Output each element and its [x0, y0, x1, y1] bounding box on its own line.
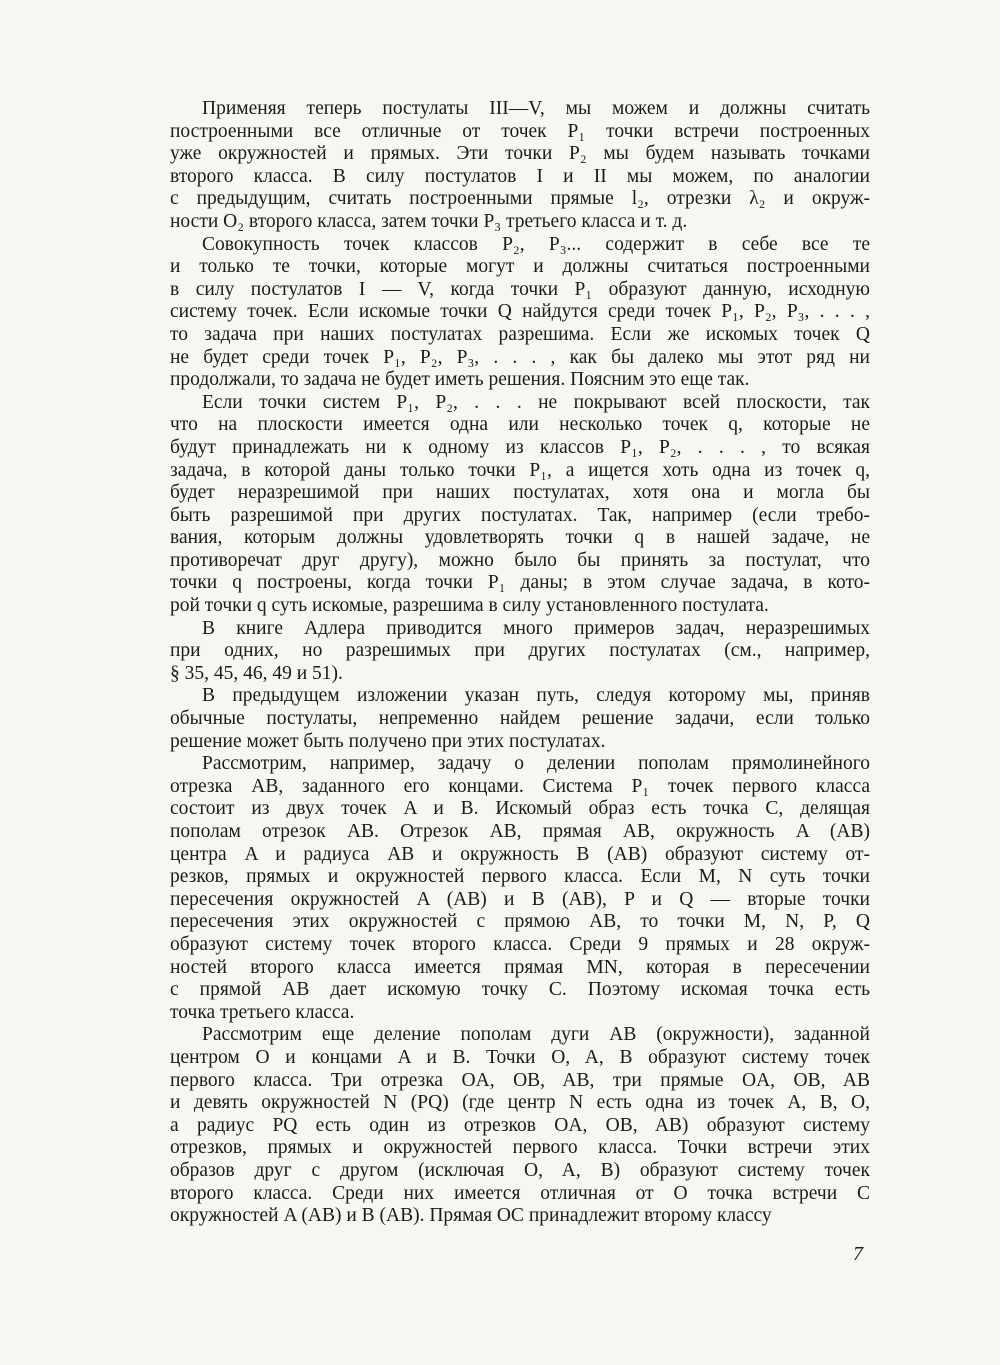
- text-line: с прямой AB дает искомую точку C. Поэтому искомая точка есть: [170, 979, 870, 1001]
- paragraph: [170, 753, 870, 1024]
- text-line: уже окружностей и прямых. Эти точки P₂ мы будем называть точками: [170, 143, 870, 165]
- paragraph: [170, 618, 870, 686]
- text-line: с предыдущим, считать построенными прямые l₂, отрезки λ₂ и окруж-: [170, 188, 870, 210]
- page-text: [170, 98, 870, 1228]
- text-line: при одних, но разрешимых при других постулатах (см., например,: [170, 640, 870, 662]
- text-line: пересечения окружностей A (AB) и B (AB), P и Q — вторые точки: [170, 888, 870, 910]
- text-line: пополам отрезок AB. Отрезок AB, прямая AB, окружность A (AB): [170, 821, 870, 842]
- text-line: Рассмотрим, например, задачу о делении пополам прямолинейного: [202, 753, 870, 775]
- text-line: решение может быть получено при этих постулатах.: [170, 730, 606, 752]
- paragraph: [170, 234, 870, 392]
- text-line: точки q построены, когда точки P₁ даны; в этом случае задача, в кото-: [170, 572, 870, 594]
- text-line: В книге Адлера приводится много примеров задач, неразрешимых: [202, 617, 870, 639]
- text-line: рой точки q суть искомые, разрешима в силу установленного постулата.: [170, 595, 769, 617]
- text-line: § 35, 45, 46, 49 и 51).: [170, 662, 343, 684]
- text-line: В предыдущем изложении указан путь, следуя которому мы, приняв: [202, 685, 870, 707]
- text-line: Если точки систем P₁, P₂, . . . не покрывают всей плоскости, так: [202, 391, 870, 413]
- text-line: окружностей A (AB) и B (AB). Прямая OC принадлежит второму классу: [170, 1205, 772, 1227]
- text-line: продолжали, то задача не будет иметь решения. Поясним это еще так.: [170, 369, 750, 391]
- text-line: точка третьего класса.: [170, 1001, 355, 1023]
- text-line: не будет среди точек P₁, P₂, P₃, . . . , как бы далеко мы этот ряд ни: [170, 346, 870, 368]
- text-line: то задача при наших постулатах разрешима. Если же искомых точек Q: [170, 323, 870, 345]
- text-line: будут принадлежать ни к одному из классов P₁, P₂, . . . , то всякая: [170, 436, 870, 458]
- text-line: задача, в которой даны только точки P₁, а ищется хоть одна из точек q,: [170, 459, 870, 481]
- text-line: обычные постулаты, непременно найдем решение задачи, если только: [170, 708, 870, 730]
- text-line: Совокупность точек классов P₂, P₃... содержит в себе все те: [202, 233, 870, 255]
- text-line: центром O и концами A и B. Точки O, A, B образуют систему точек: [170, 1046, 870, 1068]
- text-line: второго класса. В силу постулатов I и II мы можем, по аналогии: [170, 165, 870, 187]
- text-line: вания, которым должны удовлетворять точки q в нашей задаче, не: [170, 527, 870, 549]
- text-line: и девять окружностей N (PQ) (где центр N есть одна из точек A, B, O,: [170, 1092, 870, 1114]
- text-line: отрезков, прямых и окружностей первого класса. Точки встречи этих: [170, 1137, 870, 1159]
- text-line: центра A и радиуса AB и окружность B (AB) образуют систему от-: [170, 843, 870, 865]
- text-line: противоречат друг другу), можно было бы принять за постулат, что: [170, 549, 870, 571]
- text-line: Применяя теперь постулаты III—V, мы можем и должны считать: [202, 98, 870, 119]
- text-line: второго класса. Среди них имеется отличная от O точка встречи C: [170, 1182, 870, 1204]
- text-line: ностей второго класса имеется прямая MN, которая в пересечении: [170, 956, 870, 978]
- text-line: отрезка AB, заданного его концами. Система P₁ точек первого класса: [170, 775, 870, 797]
- paragraph: [170, 685, 870, 753]
- paragraph: [170, 392, 870, 618]
- paragraph: [170, 98, 870, 234]
- text-line: в силу постулатов I — V, когда точки P₁ образуют данную, исходную: [170, 278, 870, 300]
- text-line: резков, прямых и окружностей первого класса. Если M, N суть точки: [170, 866, 870, 888]
- text-line: образуют систему точек второго класса. Среди 9 прямых и 28 окруж-: [170, 933, 870, 955]
- text-line: будет неразрешимой при наших постулатах, хотя она и могла бы: [170, 482, 870, 504]
- text-line: быть разрешимой при других постулатах. Так, например (если требо-: [170, 504, 870, 526]
- text-line: а радиус PQ есть один из отрезков OA, OB, AB) образуют систему: [170, 1114, 870, 1136]
- text-line: пересечения этих окружностей с прямою AB, то точки M, N, P, Q: [170, 911, 870, 933]
- text-line: образов друг с другом (исключая O, A, B) образуют систему точек: [170, 1159, 870, 1181]
- page-number: 7: [853, 1243, 863, 1265]
- text-line: состоит из двух точек A и B. Искомый образ есть точка C, делящая: [170, 798, 870, 820]
- text-line: первого класса. Три отрезка OA, OB, AB, три прямые OA, OB, AB: [170, 1069, 870, 1091]
- text-line: и только те точки, которые могут и должны считаться построенными: [170, 256, 870, 278]
- text-line: что на плоскости имеется одна или несколько точек q, которые не: [170, 414, 870, 436]
- text-line: систему точек. Если искомые точки Q найдутся среди точек P₁, P₂, P₃, . . . ,: [170, 301, 870, 323]
- text-line: Рассмотрим еще деление пополам дуги AB (окружности), заданной: [202, 1024, 870, 1046]
- text-line: ности O₂ второго класса, затем точки P₃ третьего класса и т. д.: [170, 210, 688, 232]
- paragraph: [170, 1024, 870, 1227]
- text-line: построенными все отличные от точек P₁ точки встречи построенных: [170, 120, 870, 142]
